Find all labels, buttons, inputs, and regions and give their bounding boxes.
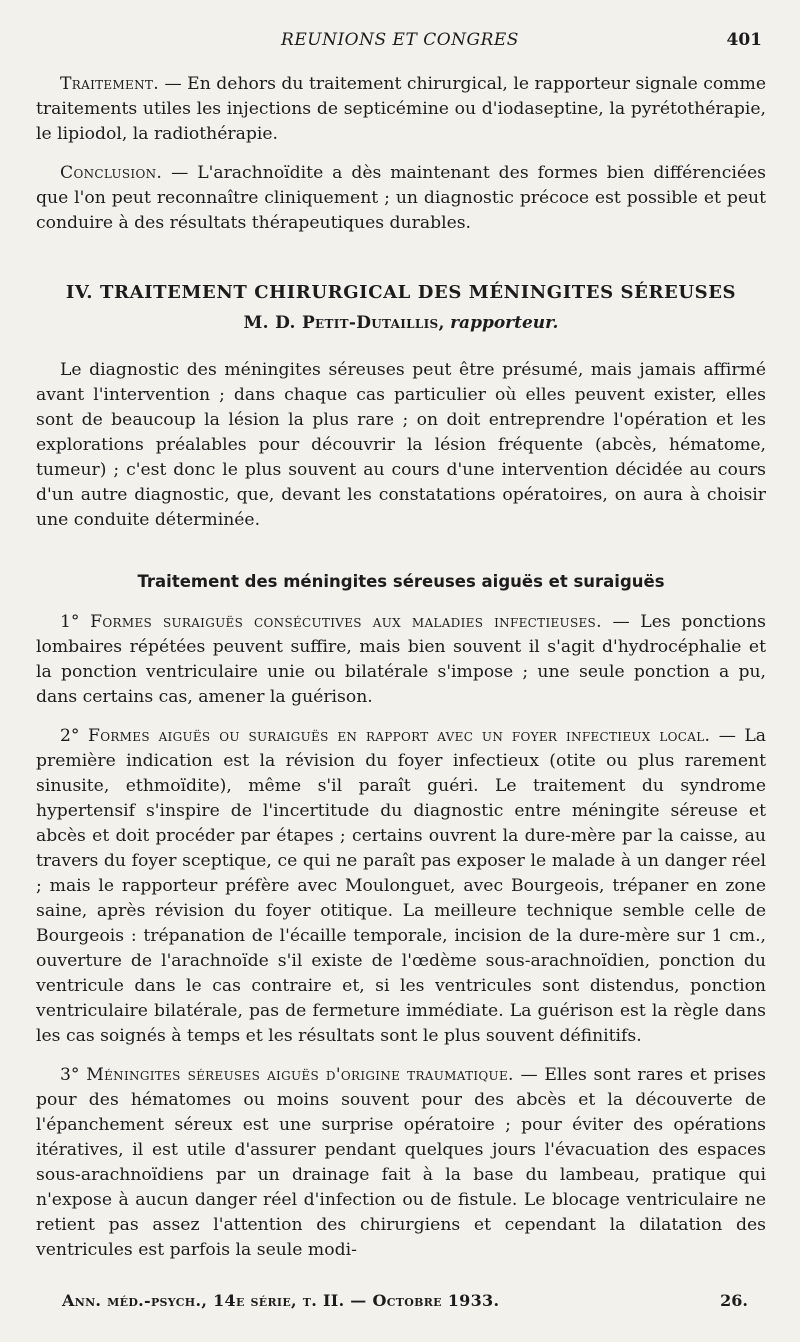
- item-text: — Elles sont rares et prises pour des hématomes ou moins souvent pour des abcès et la découverte de l'épanchement séreux est une surprise opératoire ; pour éviter des opérations itératives, il est utile d'assurer pendant quelques jours l'évacuation des espaces sous-arachnoïdiens par un drainage fait à la base du lambeau, pratique qui n'expose à aucun danger réel d'infection ou de fistule. Le blocage ventriculaire ne retient pas assez l'attention des chirurgiens et cependant la dilatation des ventricules est parfois la seule modi-: [36, 1065, 767, 1260]
- page-footer: [62, 1291, 748, 1315]
- item-lead: Formes aiguës ou suraiguës en rapport avec un foyer infectieux local.: [87, 726, 711, 746]
- item-text: — Les ponctions lombaires répétées peuvent suffire, mais bien souvent il s'agit d'hydrocéphalie et la ponction ventriculaire unie ou bilatérale s'impose ; une seule ponction a pu, dans certains cas, amener la guérison.: [36, 612, 766, 707]
- author-name: M. D. Petit-Dutaillis,: [243, 313, 445, 333]
- item-lead: Formes suraiguës consécutives aux maladies infectieuses.: [90, 612, 602, 632]
- traitement-lead: Traitement.: [60, 74, 159, 94]
- item-number: 2°: [60, 726, 80, 746]
- running-title: REUNIONS ET CONGRES: [281, 30, 519, 50]
- conclusion-lead: Conclusion.: [60, 163, 163, 183]
- item-number: 1°: [60, 612, 80, 632]
- traitement-text: — En dehors du traitement chirurgical, le rapporteur signale comme traitements utiles les injections de septicémine ou d'iodaseptine, la pyrétothérapie, le lipiodol, la radiothérapie.: [36, 74, 766, 144]
- item-number: 3°: [60, 1065, 80, 1085]
- chapter-heading: IV. TRAITEMENT CHIRURGICAL DES MÉNINGITES SÉREUSES: [65, 282, 737, 303]
- traitement-paragraph: [36, 72, 766, 147]
- conclusion-text: — L'arachnoïdite a dès maintenant des formes bien différenciées que l'on peut reconnaître cliniquement ; un diagnostic précoce est possible et peut conduire à des résultats thérapeutiques durables.: [36, 163, 766, 233]
- intro-paragraph: Le diagnostic des méningites séreuses peut être présumé, mais jamais affirmé avant l'intervention ; dans chaque cas particulier où elles peuvent exister, elles sont de beaucoup la lésion la plus rare ; on doit entreprendre l'opération et les explorations préalables pour découvrir la lésion fréquente (abcès, hématome, tumeur) ; c'est donc le plus souvent au cours d'une intervention décidée au cours d'un autre diagnostic, que, devant les constatations opératoires, on aura à choisir une conduite déterminée.: [36, 360, 766, 530]
- running-head: [0, 30, 800, 54]
- journal-citation: Ann. méd.-psych., 14e série, t. II. — Octobre 1933.: [62, 1291, 500, 1310]
- list-item: [36, 724, 766, 1049]
- section-heading: Traitement des méningites séreuses aiguës et suraiguës: [137, 572, 665, 591]
- page-body: [36, 72, 766, 1277]
- page-number: 401: [726, 30, 762, 50]
- conclusion-paragraph: [36, 161, 766, 236]
- author-role: rapporteur.: [450, 313, 559, 333]
- item-text: — La première indication est la révision du foyer infectieux (otite ou plus rarement sinusite, ethmoïdite), même s'il paraît guéri. Le traitement du syndrome hypertensif s'inspire de l'incertitude du diagnostic entre méningite séreuse et abcès et doit procéder par étapes ; certains ouvrent la dure-mère par la caisse, au travers du foyer sceptique, ce qui ne paraît pas exposer le malade à un danger réel ; mais le rapporteur préfère avec Moulonguet, avec Bourgeois, trépaner en zone saine, après révision du foyer otitique. La meilleure technique semble celle de Bourgeois : trépanation de l'écaille temporale, incision de la dure-mère sur 1 cm., ouverture de l'arachnoïde s'il existe de l'œdème sous-arachnoïdien, ponction du ventricule dans le cas contraire et, si les ventricules sont distendus, ponction ventriculaire bilatérale, pas de fermeture immédiate. La guérison est la règle dans les cas soignés à temps et les résultats sont le plus souvent définitifs.: [36, 726, 766, 1046]
- list-item: [36, 610, 766, 710]
- sheet-number: 26.: [720, 1291, 748, 1310]
- author-byline: [36, 311, 766, 336]
- list-item: [36, 1063, 766, 1263]
- item-lead: Méningites séreuses aiguës d'origine traumatique.: [86, 1065, 514, 1085]
